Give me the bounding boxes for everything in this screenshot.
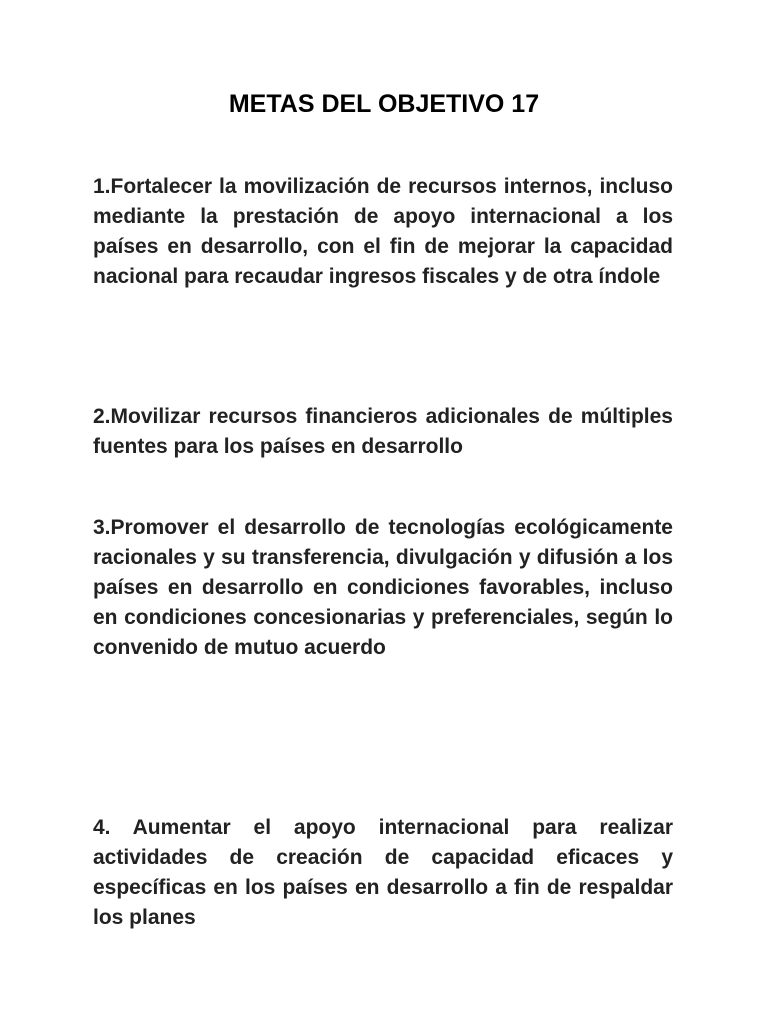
goal-target-3: 3.Promover el desarrollo de tecnologías ecológicamente racionales y su transferencia, divulgación y difusión a los países en desarrollo en condiciones favorables, incluso en condiciones concesionarias y preferenciales, según lo convenido de mutuo acuerdo bbox=[93, 516, 673, 659]
goal-target-2: 2.Movilizar recursos financieros adicionales de múltiples fuentes para los países en desarrollo bbox=[93, 405, 673, 458]
page-title: METAS DEL OBJETIVO 17 bbox=[228, 90, 540, 118]
goal-target-1: 1.Fortalecer la movilización de recursos internos, incluso mediante la prestación de apoyo internacional a los países en desarrollo, con el fin de mejorar la capacidad nacional para recaudar ingresos fiscales y de otra índole bbox=[93, 175, 673, 288]
goal-target-4: 4. Aumentar el apoyo internacional para realizar actividades de creación de capacidad eficaces y específicas en los países en desarrollo a fin de respaldar los planes bbox=[93, 816, 673, 929]
